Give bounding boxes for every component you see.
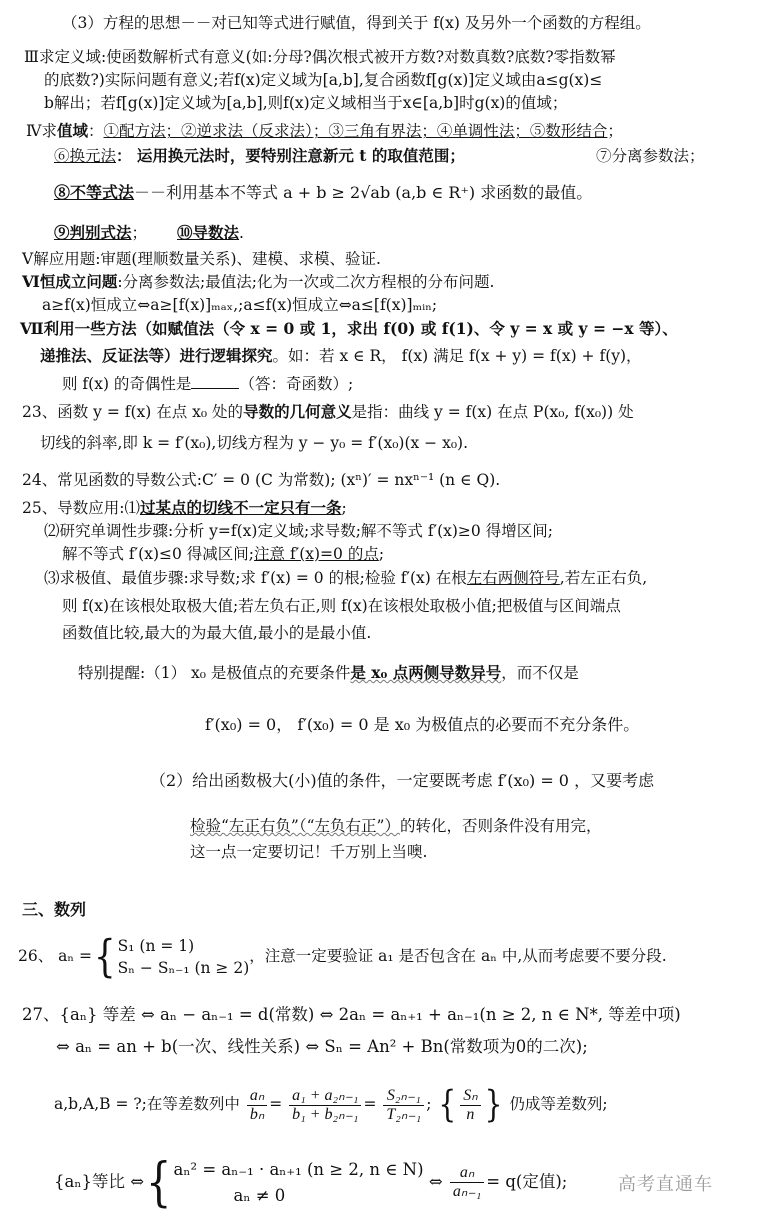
item26-cases — [118, 935, 250, 979]
substitution-method: ⑥换元法 — [54, 147, 117, 165]
geo-cases — [174, 1157, 424, 1209]
geo-case-1: aₙ² = aₙ₋₁ · aₙ₊₁ (n ≥ 2, n ∈ N) — [173, 1159, 424, 1179]
frac1-den: bₙ — [249, 1105, 265, 1123]
frac3-den: T₂ₙ₋₁ — [386, 1105, 422, 1123]
range-method-3: ；③三角有界法 — [312, 122, 422, 140]
derivative-method: ⑩导数法 — [177, 223, 240, 242]
range-method-5: ；⑤数形结合 — [514, 122, 608, 140]
line-27-d — [54, 1152, 567, 1212]
case-2: Sₙ − Sₙ₋₁ (n ≥ 2) — [117, 959, 250, 977]
frac1-num: aₙ — [247, 1087, 267, 1106]
line-27-b: ⇔ aₙ = an + b(一次、线性关系) ⇔ Sₙ = An² + Bn(常数项为0的二次); — [56, 1037, 588, 1056]
check-tail: 的转化，否则条件没有用完， — [399, 817, 602, 835]
discriminant-method: ⑨判别式法 — [54, 223, 132, 242]
fraction-geo-ratio — [450, 1164, 484, 1201]
item23-desc: 是指：曲线 y = f(x) 在点 P(x₀, f(x₀)) 处 — [351, 403, 634, 421]
separation-method: ⑦分离参数法； — [596, 147, 705, 165]
ratio-tail: 仍成等差数列; — [509, 1095, 608, 1113]
line-extremum-2: 则 f(x)在该根处取极大值;若左负右正,则 f(x)在该根处取极小值;把极值与区间端点 — [62, 597, 621, 615]
line-23-b: 切线的斜率,即 k = f′(x₀),切线方程为 y − y₀ = f′(x₀)(x − x₀). — [40, 434, 469, 452]
check-sign: 检验“左正右负”（“左负右正”） — [190, 817, 400, 835]
logic-example: 。如：若 x ∈ R， f(x) 满足 f(x + y) = f(x) + f(y)， — [272, 347, 642, 365]
section-heading-sequences: 三、数列 — [22, 900, 87, 919]
set-brace-right: } — [484, 1082, 503, 1126]
parity-answer: （答：奇函数）; — [239, 375, 354, 393]
reminder-tail: ，而不仅是 — [501, 664, 579, 682]
extremum-lead: ⑶求极值、最值步骤:求导数;求 f′(x) = 0 的根;检验 f′(x) 在根 — [44, 569, 467, 587]
item23-keyword: 导数的几何意义 — [243, 402, 352, 421]
geo-num: aₙ — [450, 1164, 484, 1183]
line-reminder-4 — [190, 815, 601, 837]
item25-keyword: 过某点的切线不一定只有一条 — [139, 498, 342, 517]
range-method-2: ；②逆求法（反求法） — [165, 122, 313, 140]
line-reminder-5: 这一点一定要切记！千万别上当噢. — [190, 843, 428, 861]
line-23-a — [22, 401, 634, 423]
frac4-den: n — [466, 1105, 475, 1123]
line-logic-1: Ⅶ利用一些方法（如赋值法（令 x = 0 或 1，求出 f(0) 或 f(1)、令 y = x 或 y = −x 等）、 — [20, 319, 678, 338]
sign-check: 左右两侧符号 — [466, 569, 560, 587]
fraction-sum — [289, 1087, 361, 1124]
extremum-rest: ,若左正右负, — [559, 569, 648, 587]
line-application: Ⅴ解应用题:审题(理顺数量关系)、建模、求模、验证. — [22, 250, 381, 268]
answer-blank — [191, 374, 239, 389]
decreasing-text: 解不等式 f′(x)≤0 得减区间; — [62, 545, 255, 563]
line-reminder-3: （2）给出函数极大(小)值的条件，一定要既考虑 f′(x₀) = 0 ，又要考虑 — [150, 771, 655, 790]
line-extremum-1 — [44, 567, 647, 589]
case-brace: { — [94, 931, 116, 983]
geo-tail: = q(定值); — [486, 1172, 568, 1191]
line-reminder-1 — [78, 662, 579, 684]
item26-lead: 26、 aₙ = — [18, 947, 93, 965]
sep-1: ； — [131, 224, 148, 242]
frac4-num: Sₙ — [460, 1087, 480, 1106]
range-method-4: ；④单调性法 — [421, 122, 515, 140]
item25-end: ; — [341, 499, 347, 517]
range-keyword: 值域 — [57, 121, 89, 140]
frac3-num: S₂ₙ₋₁ — [383, 1087, 424, 1106]
line-max-min: a≥f(x)恒成立⇔a≥[f(x)]ₘₐₓ,;a≤f(x)恒成立⇔a≤[f(x)]ₘᵢₙ; — [42, 296, 438, 314]
line-discriminant — [54, 222, 244, 244]
line-parity — [62, 373, 353, 395]
line-monotonic: ⑵研究单调性步骤:分析 y=f(x)定义域;求导数;解不等式 f′(x)≥0 得增区间; — [44, 522, 553, 540]
line-24: 24、常见函数的导数公式:C′ = 0 (C 为常数); (xⁿ)′ = nxⁿ⁻¹ (n ∈ Q). — [22, 471, 501, 489]
line-logic-2 — [40, 345, 642, 367]
geo-case-2: aₙ ≠ 0 — [233, 1185, 286, 1205]
frac2-num: a₁ + a₂ₙ₋₁ — [289, 1087, 361, 1106]
set-brace-left: { — [438, 1082, 457, 1126]
case-1: S₁ (n = 1) — [117, 937, 195, 955]
logic-methods: 递推法、反证法等）进行逻辑探究 — [40, 346, 273, 365]
note-zero-points: 注意 f′(x)=0 的点 — [254, 545, 379, 563]
range-prefix: Ⅳ求 — [26, 122, 57, 140]
line-range-methods — [26, 120, 623, 142]
fraction-an-bn — [247, 1087, 267, 1124]
range-colon: ： — [88, 122, 104, 140]
line-26 — [18, 930, 667, 982]
line-27-c: a,b,A,B = ?;在等差数列中 $\frac{\text{aₙ}}{\text{bₙ}}$ = $\frac{\text{a₁ + a₂ₙ₋₁}}{\text{b₁ + b₂ₙ₋₁}}$ = $\frac{\text{S₂ₙ₋₁}}{\text{T₂ₙ₋₁}}$ ; { $\frac{\text{Sₙ}}{n}$ } 仍成等差数列; — [54, 1082, 608, 1126]
watermark-text: 高考直通车 — [618, 1174, 713, 1195]
line-25 — [22, 497, 347, 519]
range-method-1: ①配方法 — [103, 122, 166, 140]
decreasing-end: ; — [378, 545, 385, 563]
parity-question: 则 f(x) 的奇偶性是 — [62, 375, 192, 393]
line-domain-2: 的底数?)实际问题有意义;若f(x)定义域为[a,b],复合函数f[g(x)]定义域由a≤g(x)≤ — [44, 71, 603, 89]
frac2-den: b₁ + b₂ₙ₋₁ — [292, 1105, 359, 1123]
line-domain-3: b解出；若f[g(x)]定义域为[a,b],则f(x)定义域相当于x∈[a,b]时g(x)的值域； — [44, 94, 568, 112]
geometric-lead: {aₙ}等比 ⇔ — [54, 1172, 145, 1191]
line-extremum-3: 函数值比较,最大的为最大值,最小的是最小值. — [62, 624, 372, 642]
line-equation-idea: （3）方程的思想－－对已知等式进行赋值，得到关于 f(x) 及另外一个函数的方程组。 — [62, 14, 651, 32]
reminder-keyword: 是 x₀ 点两侧导数异号 — [350, 663, 502, 682]
line-reminder-2: f′(x₀) = 0， f′(x₀) = 0 是 x₀ 为极值点的必要而不充分条件。 — [205, 715, 640, 734]
item23-lead: 23、函数 y = f(x) 在点 x₀ 处的 — [22, 403, 244, 421]
inequality-method: ⑧不等式法 — [54, 183, 135, 202]
reminder-lead: 特别提醒:（1） x₀ 是极值点的充要条件 — [78, 664, 351, 682]
always-true-desc: :分离参数法;最值法;化为一次或二次方程根的分布问题. — [117, 273, 495, 291]
geo-den: aₙ₋₁ — [452, 1183, 482, 1200]
always-true-title: Ⅵ恒成立问题 — [22, 272, 118, 291]
item26-tail: ，注意一定要验证 a₁ 是否包含在 aₙ 中,从而考虑要不要分段. — [249, 947, 667, 965]
item25-lead: 25、导数应用:⑴ — [22, 499, 140, 517]
line-substitution — [54, 145, 465, 167]
ratio-lead: a,b,A,B = ?;在等差数列中 — [54, 1095, 240, 1113]
substitution-note: ： 运用换元法时，要特别注意新元 t 的取值范围； — [116, 146, 465, 165]
fraction-Sn-n — [460, 1087, 480, 1124]
sep-2: . — [239, 224, 244, 242]
inequality-desc: －－利用基本不等式 a + b ≥ 2√ab (a,b ∈ R⁺) 求函数的最值。 — [134, 183, 593, 202]
line-domain-1: Ⅲ求定义域:使函数解析式有意义(如:分母?偶次根式被开方数?对数真数?底数?零指数幂 — [24, 48, 616, 66]
line-decreasing — [62, 543, 384, 565]
fraction-S-T — [383, 1087, 424, 1124]
iff-symbol: ⇔ — [428, 1172, 443, 1191]
geo-brace: { — [146, 1152, 172, 1213]
line-inequality-method — [54, 182, 592, 204]
line-always-true — [22, 271, 494, 293]
range-end: ； — [607, 122, 623, 140]
line-27-a: 27、{aₙ} 等差 ⇔ aₙ − aₙ₋₁ = d(常数) ⇔ 2aₙ = aₙ₊₁ + aₙ₋₁(n ≥ 2, n ∈ N*, 等差中项) — [22, 1005, 681, 1024]
